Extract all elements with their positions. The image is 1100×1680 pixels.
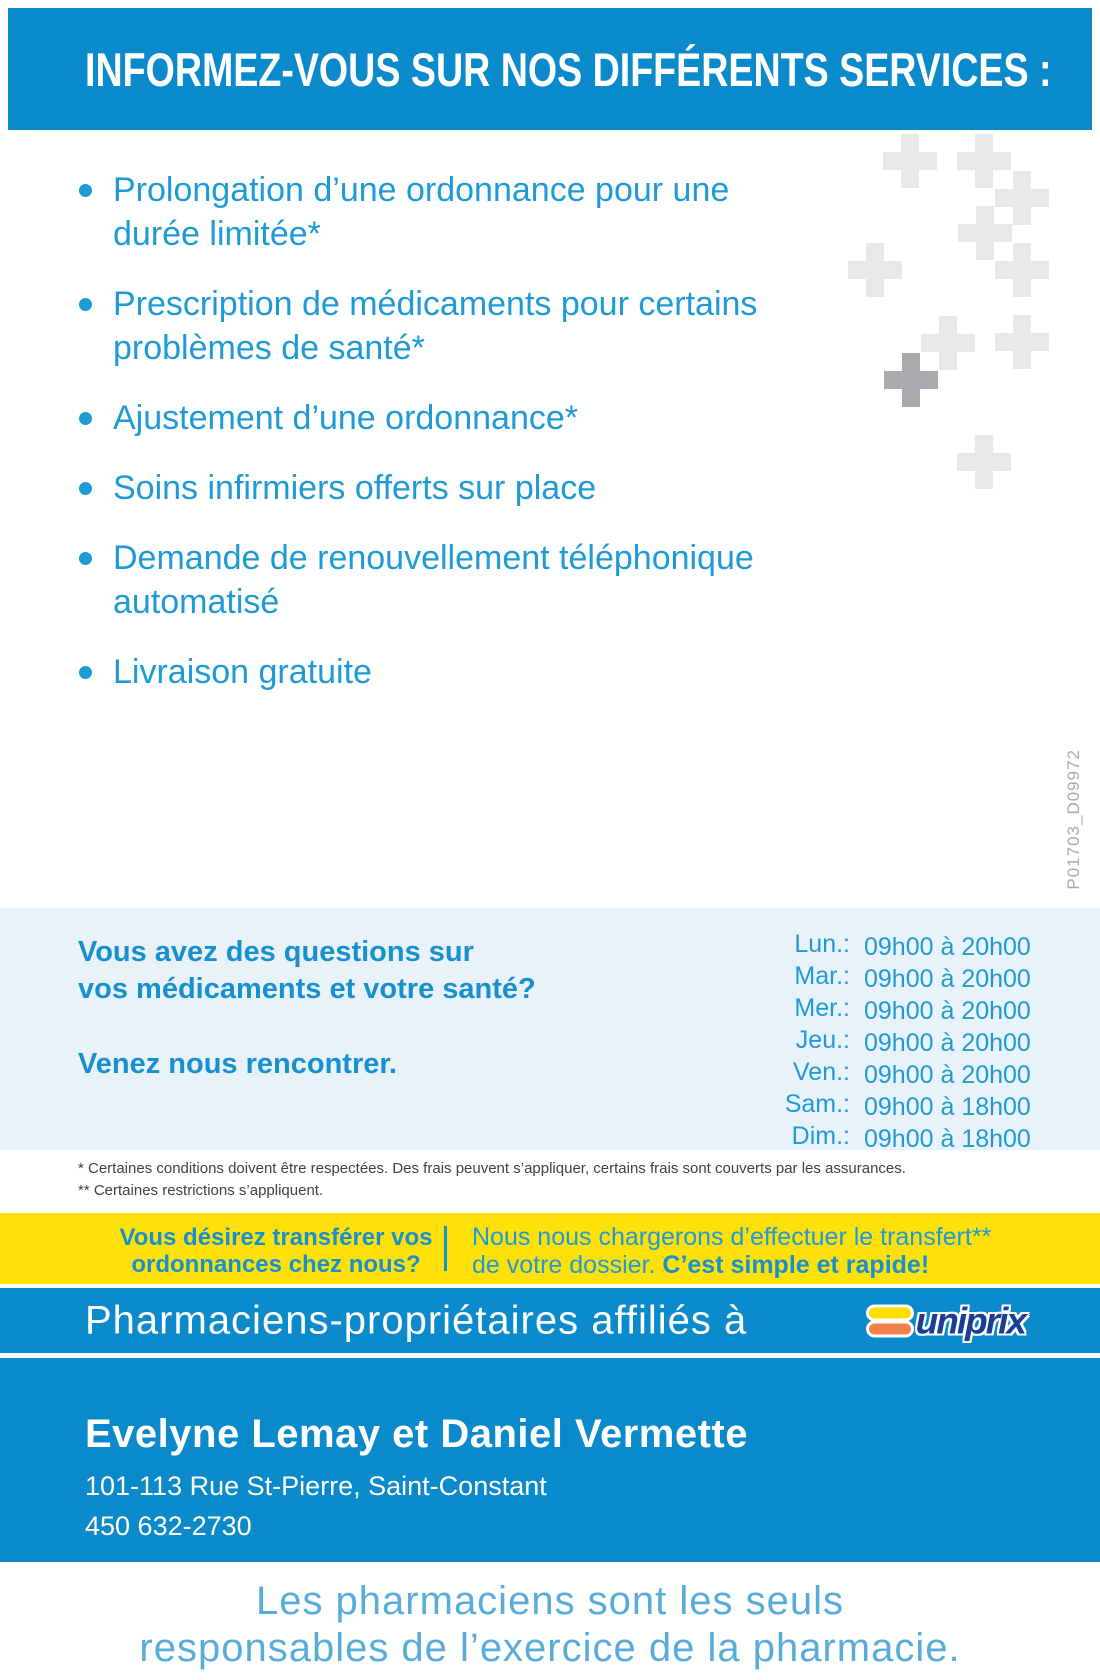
- services-section: [0, 130, 1100, 908]
- service-item: Demande de renouvellement téléphonique automatisé: [78, 536, 765, 624]
- hours-time: 09h00 à 20h00: [864, 1029, 1031, 1057]
- hours-time: 09h00 à 18h00: [864, 1093, 1031, 1121]
- transfer-question-line2: ordonnances chez nous?: [131, 1251, 421, 1278]
- plus-icon: [957, 435, 1011, 489]
- plus-icon: [848, 243, 902, 297]
- page-title: INFORMEZ-VOUS SUR NOS DIFFÉRENTS SERVICES :: [85, 42, 1052, 96]
- header-band: [8, 8, 1092, 130]
- hours-day: Jeu.:: [795, 1026, 850, 1054]
- hours-day: Mer.:: [794, 994, 850, 1022]
- questions-text: [78, 934, 536, 1008]
- plus-icon: [995, 315, 1049, 369]
- owners-names: Evelyne Lemay et Daniel Vermette: [85, 1412, 748, 1456]
- disclaimer-line2: responsables de l’exercice de la pharmacie.: [139, 1626, 961, 1670]
- transfer-answer-line1: Nous nous chargerons d’effectuer le transfert**: [472, 1223, 992, 1251]
- questions-line2: vos médicaments et votre santé?: [78, 973, 536, 1005]
- questions-panel: [0, 908, 1100, 1153]
- hours-time: 09h00 à 20h00: [864, 965, 1031, 993]
- owners-phone: 450 632-2730: [85, 1511, 252, 1541]
- service-item: Ajustement d’une ordonnance*: [78, 396, 765, 440]
- transfer-answer: [472, 1223, 991, 1279]
- transfer-question-line1: Vous désirez transférer vos: [119, 1224, 433, 1251]
- hours-table: [742, 930, 1031, 1154]
- transfer-answer-line2: de votre dossier.: [472, 1251, 663, 1279]
- affiliation-band: [0, 1288, 1100, 1353]
- plus-icon: [884, 353, 938, 407]
- vertical-divider: [444, 1226, 447, 1271]
- print-code: P01703_D09972: [1064, 749, 1083, 890]
- uniprix-yellow-bar: [869, 1307, 911, 1318]
- footnote-restrictions: ** Certaines restrictions s’appliquent.: [78, 1182, 324, 1199]
- footnotes-section: [0, 1150, 1100, 1213]
- questions-line1: Vous avez des questions sur: [78, 936, 474, 968]
- hours-day: Lun.:: [794, 930, 850, 958]
- transfer-band: [0, 1213, 1100, 1284]
- hours-time: 09h00 à 20h00: [864, 1061, 1031, 1089]
- hours-time: 09h00 à 20h00: [864, 933, 1031, 961]
- questions-cta: Venez nous rencontrer.: [78, 1048, 398, 1080]
- hours-day: Ven.:: [793, 1058, 850, 1086]
- hours-time: 09h00 à 20h00: [864, 997, 1031, 1025]
- disclaimer-line1: Les pharmaciens sont les seuls: [255, 1579, 845, 1623]
- plus-icon: [883, 134, 937, 188]
- hours-day: Sam.:: [784, 1090, 850, 1118]
- uniprix-wordmark: uniprix: [915, 1300, 1025, 1341]
- hours-day: Mar.:: [794, 962, 850, 990]
- uniprix-logo-bars: [869, 1307, 911, 1334]
- uniprix-logo: [869, 1302, 1025, 1339]
- affiliation-label: Pharmaciens-propriétaires affiliés à: [85, 1298, 748, 1342]
- hours-day: Dim.:: [791, 1122, 850, 1150]
- transfer-answer-bold: C’est simple et rapide!: [662, 1251, 930, 1279]
- disclaimer-section: [0, 1562, 1100, 1680]
- transfer-question: [108, 1224, 444, 1278]
- disclaimer-text: [0, 1578, 1100, 1672]
- service-item: Prolongation d’une ordonnance pour une durée limitée*: [78, 168, 765, 256]
- plus-icon: [995, 243, 1049, 297]
- uniprix-orange-bar: [869, 1323, 911, 1334]
- services-list: [0, 130, 1100, 694]
- owners-band: [0, 1358, 1100, 1562]
- service-item: Prescription de médicaments pour certains problèmes de santé*: [78, 282, 765, 370]
- owners-address: 101-113 Rue St-Pierre, Saint-Constant: [85, 1471, 547, 1501]
- footnote-conditions: * Certaines conditions doivent être respectées. Des frais peuvent s’appliquer, certains frais sont couverts par les assurances.: [78, 1160, 906, 1177]
- hours-time: 09h00 à 18h00: [864, 1125, 1031, 1153]
- service-item: Livraison gratuite: [78, 650, 765, 694]
- service-item: Soins infirmiers offerts sur place: [78, 466, 765, 510]
